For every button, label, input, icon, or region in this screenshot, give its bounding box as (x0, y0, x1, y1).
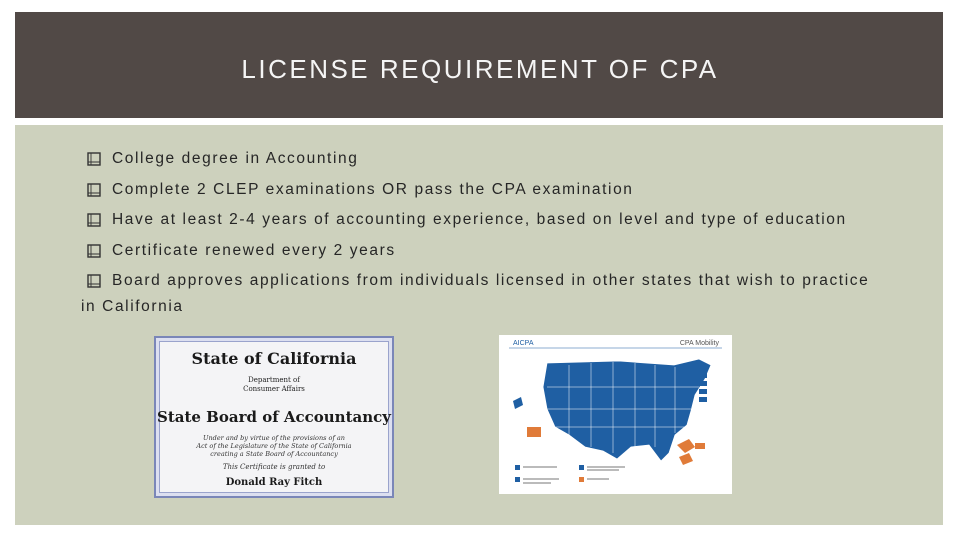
map-logo: AICPA (513, 340, 534, 347)
bullet-text: Complete 2 CLEP examinations OR pass the CPA examination (112, 180, 634, 198)
cpa-certificate-image (154, 336, 394, 498)
state-callout (699, 381, 707, 386)
bullet-text: Board approves applications from individuals licensed in other states that wish to practice (112, 272, 870, 289)
bullet-item (81, 268, 911, 320)
map-heading: CPA Mobility (679, 340, 719, 347)
cert-body-2: Act of the Legislature of the State of California (196, 442, 352, 450)
open-box-bullet-icon (87, 183, 101, 197)
cert-granted: This Certificate is granted to (222, 463, 326, 471)
bullet-item (81, 146, 911, 172)
bullet-text: Certificate renewed every 2 years (112, 241, 396, 259)
cert-board: State Board of Accountancy (157, 408, 391, 426)
open-box-bullet-icon (87, 244, 101, 258)
cert-body-1: Under and by virtue of the provisions of an (203, 434, 345, 442)
open-box-bullet-icon (87, 152, 101, 166)
certificate-graphic (156, 338, 392, 496)
legend-swatch (515, 465, 520, 470)
bullet-item (81, 207, 911, 233)
legend-swatch (515, 477, 520, 482)
legend-text-lines (523, 467, 625, 483)
open-box-bullet-icon (87, 213, 101, 227)
territories-shape (677, 439, 695, 465)
bullet-text: College degree in Accounting (112, 150, 359, 167)
cert-heading: State of California (191, 349, 357, 368)
open-box-bullet-icon (87, 274, 101, 288)
territory-callout (695, 443, 705, 449)
bullet-text-continuation: in California (81, 298, 184, 315)
cert-name: Donald Ray Fitch (225, 477, 323, 488)
state-callout (699, 397, 707, 402)
alaska-shape (527, 427, 541, 437)
bullet-item (81, 238, 911, 264)
state-callout (699, 365, 707, 370)
legend-swatch (579, 477, 584, 482)
state-callout (699, 373, 707, 378)
bullet-item (81, 177, 911, 203)
islands-shape (513, 397, 523, 409)
state-callout (699, 389, 707, 394)
bullet-list (81, 146, 911, 325)
legend-swatch (579, 465, 584, 470)
cert-dept-line2: Consumer Affairs (243, 385, 305, 393)
map-graphic (499, 335, 732, 494)
cert-dept-line1: Department of (248, 376, 300, 384)
slide-title: LICENSE REQUIREMENT OF CPA (241, 54, 719, 84)
bullet-text: Have at least 2-4 years of accounting experience, based on level and type of education (112, 211, 847, 228)
cert-body-3: creating a State Board of Accountancy (210, 450, 338, 458)
cpa-mobility-map-image (499, 335, 732, 494)
